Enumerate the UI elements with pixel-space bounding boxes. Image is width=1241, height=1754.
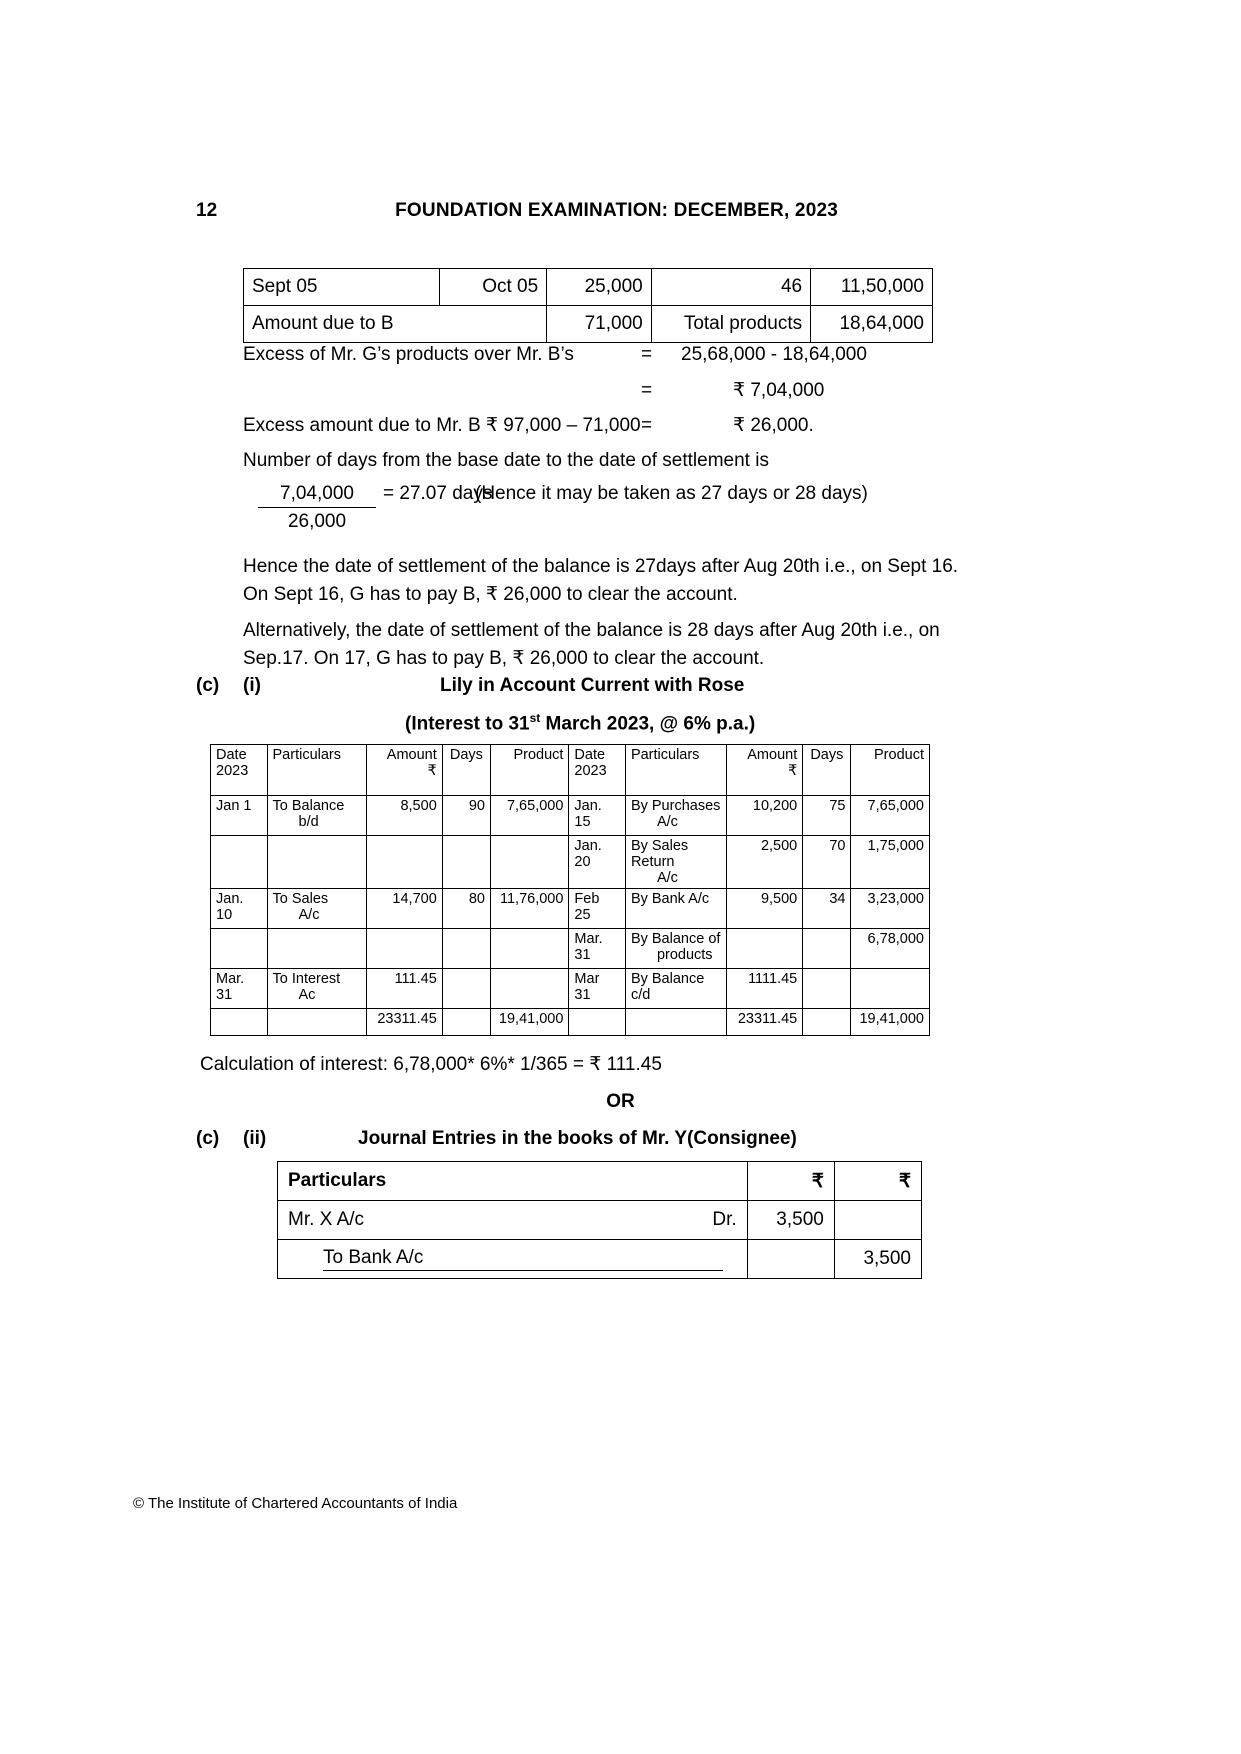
table-row <box>211 929 930 969</box>
cell-date-right-sub: 20 <box>574 854 591 870</box>
cell-days: 80 <box>442 889 490 929</box>
cell-amount <box>366 929 442 969</box>
table-header-row <box>278 1162 922 1201</box>
subtitle-post: March 2023, @ 6% p.a.) <box>540 713 756 735</box>
cell-days-1: 46 <box>651 269 810 306</box>
hence-paragraph: Hence the date of settlement of the balance is 27days after Aug 20th i.e., on Sept 16. On Sept 16, G has to pay B, ₹ 26,000 to clear the account. <box>243 556 959 605</box>
alternative-paragraph: Alternatively, the date of settlement of the balance is 28 days after Aug 20th i.e., on Sep.17. On 17, G has to pay B, ₹ 26,000 to clear the account. <box>243 620 940 669</box>
fraction-numerator: 7,04,000 <box>258 483 376 508</box>
header-product-right: Product <box>851 745 930 796</box>
fraction-result: = 27.07 days <box>383 483 493 504</box>
cell-particulars <box>267 836 366 889</box>
cell-amount-right: 10,200 <box>727 796 803 836</box>
section-c-i-roman: (i) <box>243 675 261 696</box>
cell-product: 7,65,000 <box>490 796 568 836</box>
cell-particulars <box>267 969 366 1009</box>
cell-days-right <box>803 969 851 1009</box>
cell-amount-due-to-b: Amount due to B <box>244 306 547 343</box>
header-date-left-text: Date <box>216 747 247 763</box>
cell-amount: 111.45 <box>366 969 442 1009</box>
cell-date <box>211 969 268 1009</box>
header-particulars-right: Particulars <box>625 745 726 796</box>
section-c-ii-roman: (ii) <box>243 1128 267 1149</box>
header-days-right: Days <box>803 745 851 796</box>
cell-particulars-sub: A/c <box>298 907 320 923</box>
total-amount-right: 23311.45 <box>727 1009 803 1036</box>
excess-products-total: ₹ 7,04,000 <box>733 380 825 401</box>
cell-particulars-right-sub: A/c <box>656 870 678 886</box>
header-amount-left-text: Amount <box>386 747 437 763</box>
cell-particulars-right-sub: A/c <box>656 814 678 830</box>
cell-amount-2: 71,000 <box>547 306 652 343</box>
cell-days-right <box>803 929 851 969</box>
cell-product <box>490 836 568 889</box>
page-number: 12 <box>196 200 218 221</box>
journal-cell-particulars: Mr. X A/c <box>278 1201 669 1240</box>
cell-particulars-main: To Balance <box>272 798 345 814</box>
cell-date-right-sub: 15 <box>574 814 591 830</box>
section-c-ii-label: (c) <box>196 1128 220 1149</box>
cell-date <box>211 929 268 969</box>
cell-particulars <box>267 929 366 969</box>
table-total-row <box>211 1009 930 1036</box>
number-of-days-label: Number of days from the base date to the date of settlement is <box>243 450 769 471</box>
total-spacer-3 <box>569 1009 626 1036</box>
journal-cell-particulars-credit <box>278 1240 748 1279</box>
header-amount-left <box>366 745 442 796</box>
cell-date-right <box>569 796 626 836</box>
cell-days-right: 75 <box>803 796 851 836</box>
section-c-i-title: Lily in Account Current with Rose <box>440 675 745 696</box>
header-amount-right <box>727 745 803 796</box>
total-spacer-4 <box>625 1009 726 1036</box>
cell-product-1: 11,50,000 <box>811 269 933 306</box>
cell-amount-right <box>727 929 803 969</box>
header-date-left <box>211 745 268 796</box>
section-c-i-subtitle <box>405 711 755 735</box>
cell-amount <box>366 836 442 889</box>
cell-product <box>490 969 568 1009</box>
journal-cell-amount-1-credit <box>747 1240 834 1279</box>
cell-particulars-right: By Bank A/c <box>625 889 726 929</box>
cell-particulars-right <box>625 836 726 889</box>
journal-cell-amount-2-credit: 3,500 <box>834 1240 921 1279</box>
fraction <box>258 483 376 533</box>
subtitle-sup: st <box>529 711 541 725</box>
cell-amount-right: 2,500 <box>727 836 803 889</box>
cell-particulars-right-sub: products <box>656 947 713 963</box>
header-date-right-year: 2023 <box>574 763 607 779</box>
table-row <box>278 1240 922 1279</box>
cell-particulars-main: To Sales <box>272 891 329 907</box>
cell-days-right: 70 <box>803 836 851 889</box>
cell-date-right-sub: 31 <box>574 947 591 963</box>
cell-total-products-label: Total products <box>651 306 810 343</box>
header-particulars-left: Particulars <box>267 745 366 796</box>
journal-header-amount-1: ₹ <box>747 1162 834 1201</box>
page-footer: © The Institute of Chartered Accountants of India <box>133 1495 458 1512</box>
header-date-right <box>569 745 626 796</box>
header-days-left: Days <box>442 745 490 796</box>
cell-particulars-right: By Balance c/d <box>625 969 726 1009</box>
table-row <box>244 306 933 343</box>
cell-particulars-main: To Interest <box>272 971 341 987</box>
cell-date-right-main: Jan. <box>574 798 602 814</box>
cell-product-right: 3,23,000 <box>851 889 930 929</box>
cell-product-right <box>851 969 930 1009</box>
table-row <box>211 969 930 1009</box>
journal-header-particulars: Particulars <box>278 1162 748 1201</box>
cell-date-right <box>569 889 626 929</box>
cell-particulars-right <box>625 796 726 836</box>
fraction-note: (Hence it may be taken as 27 days or 28 days) <box>475 483 868 504</box>
cell-product: 11,76,000 <box>490 889 568 929</box>
cell-date-right <box>569 929 626 969</box>
equals-sign-3: = <box>641 415 653 436</box>
section-c-label: (c) <box>196 675 220 696</box>
cell-date <box>211 889 268 929</box>
header-amount-right-symbol: ₹ <box>788 763 798 779</box>
total-product-left: 19,41,000 <box>490 1009 568 1036</box>
journal-cell-amount-1: 3,500 <box>747 1201 834 1240</box>
table-row <box>211 836 930 889</box>
total-days-left <box>442 1009 490 1036</box>
cell-date-sub: 31 <box>216 987 233 1003</box>
cell-amount: 8,500 <box>366 796 442 836</box>
cell-product <box>490 929 568 969</box>
cell-sept05: Sept 05 <box>244 269 440 306</box>
equals-sign-1: = <box>641 344 653 365</box>
interest-calculation: Calculation of interest: 6,78,000* 6%* 1/365 = ₹ 111.45 <box>200 1054 662 1075</box>
or-separator: OR <box>606 1091 635 1112</box>
cell-amount-right: 9,500 <box>727 889 803 929</box>
journal-cell-dr: Dr. <box>669 1201 748 1240</box>
section-c-ii-title: Journal Entries in the books of Mr. Y(Consignee) <box>358 1128 797 1149</box>
cell-date-right <box>569 836 626 889</box>
cell-date-right <box>569 969 626 1009</box>
page-title: FOUNDATION EXAMINATION: DECEMBER, 2023 <box>395 200 838 221</box>
header-amount-left-symbol: ₹ <box>427 763 437 779</box>
cell-product-right: 6,78,000 <box>851 929 930 969</box>
cell-particulars <box>267 889 366 929</box>
cell-date-right-main: Mar. <box>574 931 603 947</box>
cell-date: Jan 1 <box>211 796 268 836</box>
journal-credit-text: To Bank A/c <box>323 1247 723 1271</box>
top-summary-table <box>243 268 933 343</box>
excess-due-label: Excess amount due to Mr. B ₹ 97,000 – 71,000 <box>243 415 641 436</box>
cell-date <box>211 836 268 889</box>
header-date-left-year: 2023 <box>216 763 249 779</box>
header-amount-right-text: Amount <box>747 747 798 763</box>
journal-entries-table <box>277 1161 922 1279</box>
cell-date-right-sub: 25 <box>574 907 591 923</box>
cell-particulars-sub: Ac <box>298 987 316 1003</box>
journal-cell-amount-2 <box>834 1201 921 1240</box>
cell-particulars-right-main: By Balance of <box>630 931 721 947</box>
table-header-row <box>211 745 930 796</box>
total-amount-left: 23311.45 <box>366 1009 442 1036</box>
cell-days-right: 34 <box>803 889 851 929</box>
fraction-denominator: 26,000 <box>287 511 347 532</box>
cell-date-main: Jan. <box>216 891 244 907</box>
header-product-left: Product <box>490 745 568 796</box>
total-product-right: 19,41,000 <box>851 1009 930 1036</box>
page-header <box>196 200 1076 222</box>
cell-days <box>442 969 490 1009</box>
cell-total-products-value: 18,64,000 <box>811 306 933 343</box>
cell-days <box>442 836 490 889</box>
cell-date-right-main: Feb <box>574 891 600 907</box>
cell-days: 90 <box>442 796 490 836</box>
cell-particulars-sub: b/d <box>298 814 319 830</box>
cell-particulars-right <box>625 929 726 969</box>
excess-products-label: Excess of Mr. G’s products over Mr. B’s <box>243 344 574 365</box>
cell-amount-right: 1111.45 <box>727 969 803 1009</box>
cell-amount: 14,700 <box>366 889 442 929</box>
subtitle-pre: (Interest to 31 <box>405 713 530 735</box>
total-spacer-2 <box>267 1009 366 1036</box>
account-current-table <box>210 744 930 1036</box>
total-days-right <box>803 1009 851 1036</box>
excess-due-value: ₹ 26,000. <box>733 415 814 436</box>
table-row <box>211 889 930 929</box>
cell-date-right-sub: 31 <box>574 987 591 1003</box>
total-spacer-1 <box>211 1009 268 1036</box>
cell-date-right-main: Mar <box>574 971 600 987</box>
cell-particulars-right-main: By Sales Return <box>630 838 689 870</box>
cell-particulars-right-main: By Purchases <box>630 798 721 814</box>
journal-header-amount-2: ₹ <box>834 1162 921 1201</box>
cell-particulars <box>267 796 366 836</box>
cell-days <box>442 929 490 969</box>
excess-products-value: 25,68,000 - 18,64,000 <box>681 344 867 365</box>
equals-sign-2: = <box>641 380 653 401</box>
table-row <box>211 796 930 836</box>
cell-date-main: Mar. <box>216 971 245 987</box>
table-row <box>244 269 933 306</box>
cell-date-sub: 10 <box>216 907 233 923</box>
header-date-right-text: Date <box>574 747 606 763</box>
table-row <box>278 1201 922 1240</box>
cell-product-right: 1,75,000 <box>851 836 930 889</box>
cell-amount-1: 25,000 <box>547 269 652 306</box>
cell-date-right-main: Jan. <box>574 838 602 854</box>
cell-oct05: Oct 05 <box>440 269 547 306</box>
cell-product-right: 7,65,000 <box>851 796 930 836</box>
